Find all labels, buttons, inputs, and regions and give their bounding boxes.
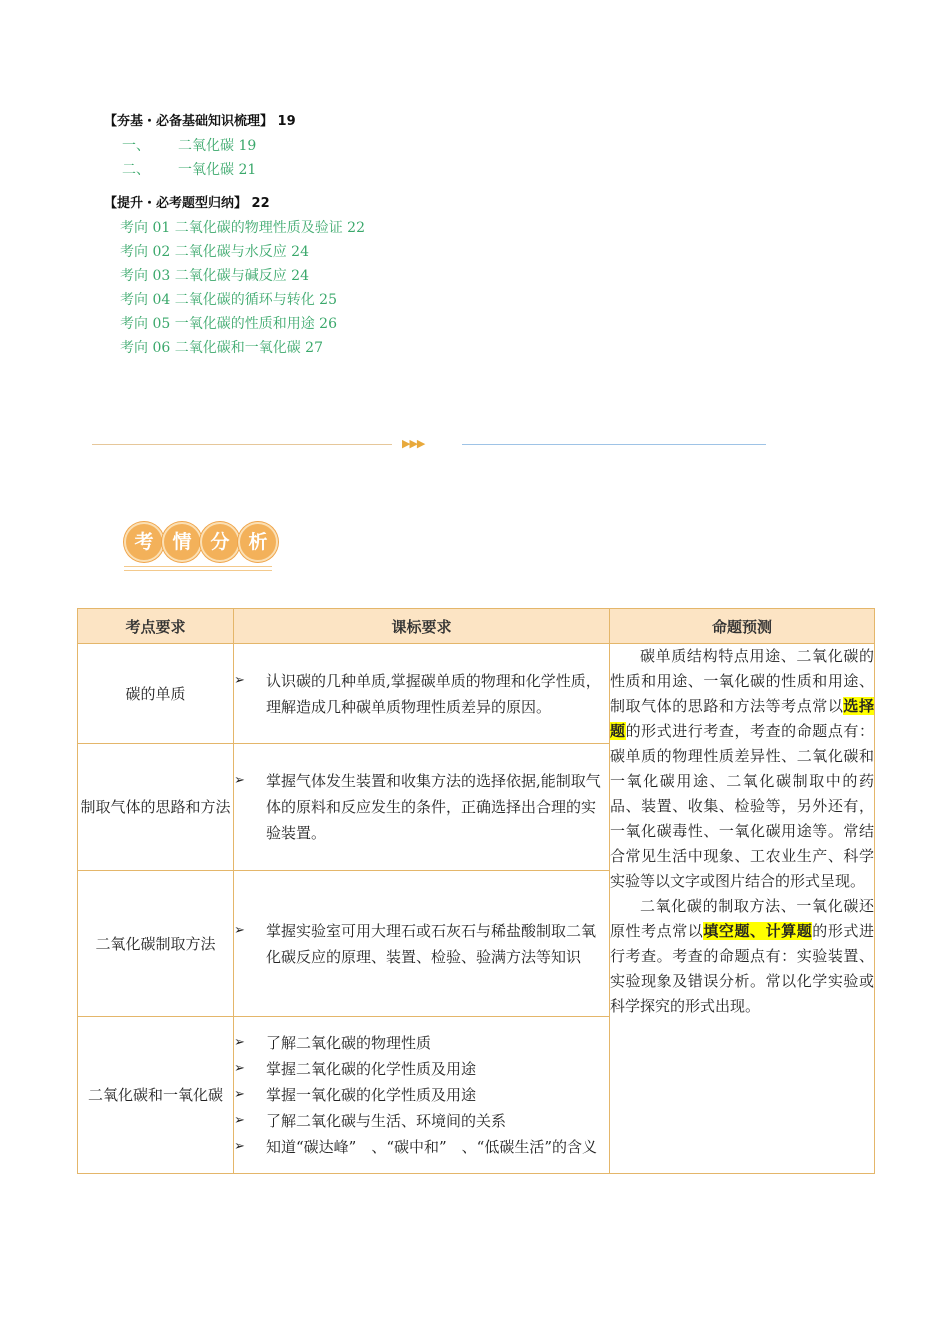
- exam-analysis-table: [77, 608, 875, 1174]
- banner-underline: [124, 570, 272, 571]
- divider-arrows-icon: ▶▶▶: [402, 437, 425, 450]
- requirement-item: ➢ 认识碳的几种单质,掌握碳单质的物理和化学性质，理解造成几种碳单质物理性质差异的原因。: [234, 668, 609, 720]
- toc-item[interactable]: [104, 216, 704, 240]
- toc-item[interactable]: [104, 240, 704, 264]
- toc-section-basic[interactable]: [104, 110, 704, 134]
- banner-underline: [124, 566, 272, 567]
- toc-page-number: 24: [291, 244, 309, 260]
- requirement-cell: [234, 871, 610, 1017]
- toc-item[interactable]: [104, 336, 704, 360]
- prediction-paragraph: 二氧化碳的制取方法、一氧化碳还原性考点常以填空题、计算题的形式进行考查。考查的命题点有：实验装置、实验现象及错误分析。常以化学实验或科学探究的形式出现。: [610, 897, 874, 1015]
- toc-item[interactable]: [104, 158, 704, 182]
- requirement-item: ➢ 了解二氧化碳的物理性质: [234, 1030, 609, 1056]
- toc-section-improve[interactable]: [104, 192, 704, 216]
- requirement-item: ➢ 了解二氧化碳与生活、环境间的关系: [234, 1108, 609, 1134]
- toc-item-title: 一氧化碳的性质和用途: [174, 316, 315, 332]
- requirement-item: ➢ 知道“碳达峰” 、“碳中和” 、“低碳生活”的含义: [234, 1134, 609, 1160]
- toc-item[interactable]: [104, 288, 704, 312]
- table-of-contents: [104, 110, 704, 360]
- toc-page-number: 19: [238, 138, 257, 154]
- toc-item-title: 一氧化碳: [178, 162, 234, 178]
- topic-cell: 二氧化碳制取方法: [78, 871, 234, 1017]
- highlight-question-type: 选择题: [610, 697, 874, 740]
- header-curriculum: 课标要求: [234, 609, 610, 644]
- requirement-item: ➢ 掌握二氧化碳的化学性质及用途: [234, 1056, 609, 1082]
- toc-section-title: 【夯基・必备基础知识梳理】: [104, 114, 274, 129]
- toc-item-title: 二氧化碳与水反应: [174, 244, 287, 260]
- table-row: [78, 644, 875, 744]
- toc-item-number: 二、: [122, 162, 150, 178]
- requirement-item: ➢ 掌握一氧化碳的化学性质及用途: [234, 1082, 609, 1108]
- banner-char: 情: [162, 522, 202, 562]
- toc-item-title: 二氧化碳和一氧化碳: [174, 340, 301, 356]
- requirement-item: ➢ 掌握气体发生装置和收集方法的选择依据,能制取气体的原料和反应发生的条件，正确选择出合理的实验装置。: [234, 768, 609, 846]
- toc-item-number: 考向 06: [120, 340, 171, 356]
- highlight-question-type: 填空题、计算题: [703, 922, 813, 940]
- requirement-cell: [234, 744, 610, 871]
- topic-cell: 碳的单质: [78, 644, 234, 744]
- toc-page-number: 19: [277, 114, 296, 129]
- section-banner: [120, 518, 280, 578]
- toc-page-number: 22: [251, 196, 270, 211]
- requirement-cell: [234, 1017, 610, 1174]
- toc-page-number: 26: [319, 316, 337, 332]
- header-topic: 考点要求: [78, 609, 234, 644]
- table-header-row: [78, 609, 875, 644]
- prediction-paragraph: 碳单质结构特点用途、二氧化碳的性质和用途、一氧化碳的性质和用途、制取气体的思路和方法等考点常以选择题的形式进行考查，考查的命题点有：碳单质的物理性质差异性、二氧化碳和一氧化碳用途、二氧化碳制取中的药品、装置、收集、检验等，另外还有，一氧化碳毒性、一氧化碳用途等。常结合常见生活中现象、工农业生产、科学实验等以文字或图片结合的形式呈现。: [610, 647, 874, 890]
- toc-item[interactable]: [104, 312, 704, 336]
- requirement-cell: [234, 644, 610, 744]
- toc-page-number: 27: [305, 340, 323, 356]
- toc-section-title: 【提升・必考题型归纳】: [104, 196, 248, 211]
- divider-line-left: [92, 444, 392, 445]
- toc-page-number: 24: [291, 268, 309, 284]
- banner-char: 析: [238, 522, 278, 562]
- banner-char: 分: [200, 522, 240, 562]
- topic-cell: 制取气体的思路和方法: [78, 744, 234, 871]
- toc-item-title: 二氧化碳的物理性质及验证: [174, 220, 343, 236]
- header-prediction: 命题预测: [610, 609, 875, 644]
- toc-item-number: 考向 01: [120, 220, 171, 236]
- divider-line-right: [462, 444, 766, 445]
- toc-item-number: 一、: [122, 138, 150, 154]
- requirement-item: ➢ 掌握实验室可用大理石或石灰石与稀盐酸制取二氧化碳反应的原理、装置、检验、验满方法等知识: [234, 918, 609, 970]
- toc-item[interactable]: [104, 134, 704, 158]
- toc-page-number: 25: [319, 292, 337, 308]
- toc-page-number: 22: [347, 220, 365, 236]
- toc-item-number: 考向 04: [120, 292, 171, 308]
- toc-item-title: 二氧化碳的循环与转化: [174, 292, 315, 308]
- banner-char: 考: [124, 522, 164, 562]
- toc-item-title: 二氧化碳: [178, 138, 234, 154]
- toc-page-number: 21: [238, 162, 257, 178]
- toc-item[interactable]: [104, 264, 704, 288]
- toc-item-number: 考向 03: [120, 268, 171, 284]
- prediction-cell: [610, 644, 875, 1174]
- toc-item-title: 二氧化碳与碱反应: [174, 268, 287, 284]
- toc-item-number: 考向 05: [120, 316, 171, 332]
- topic-cell: 二氧化碳和一氧化碳: [78, 1017, 234, 1174]
- toc-item-number: 考向 02: [120, 244, 171, 260]
